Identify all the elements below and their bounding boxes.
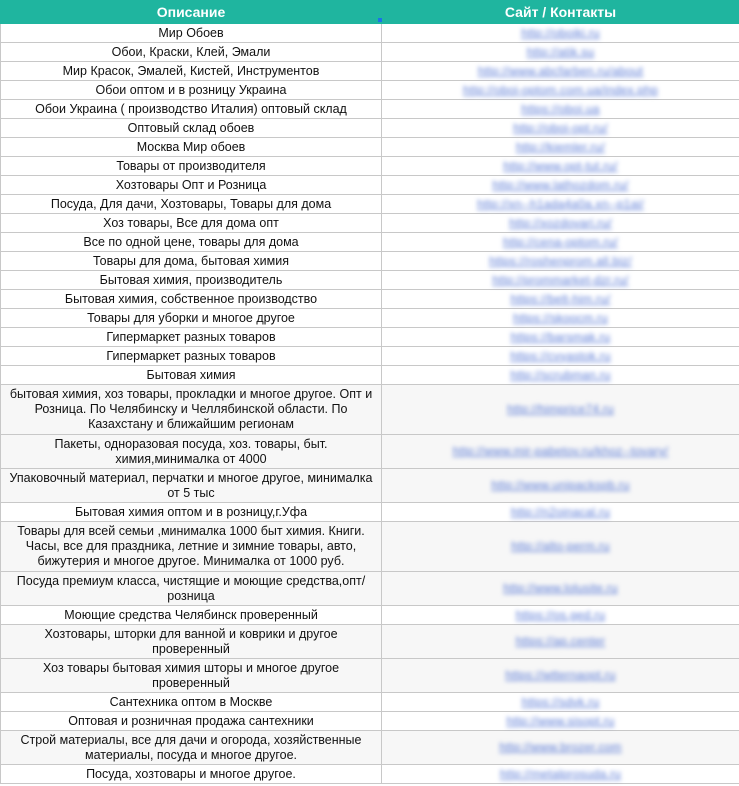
site-cell[interactable] (382, 176, 739, 195)
table-row (1, 625, 739, 659)
description-cell[interactable]: Упаковочный материал, перчатки и многое другое, минималка от 5 тыс (1, 469, 382, 503)
site-link[interactable]: http://himprice74.ru (507, 402, 614, 416)
table-row (1, 176, 739, 195)
description-cell[interactable]: Пакеты, одноразовая посуда, хоз. товары, быт. химия,минималка от 4000 (1, 435, 382, 469)
site-link[interactable]: https://wtternaopt.ru (505, 668, 616, 682)
site-link[interactable]: http://n2oinacal.ru (510, 504, 611, 519)
site-link[interactable]: http://xozdovari.ru/ (509, 215, 612, 230)
site-cell[interactable] (382, 100, 739, 119)
site-cell[interactable] (382, 347, 739, 366)
site-cell[interactable] (382, 43, 739, 62)
table-row (1, 693, 739, 712)
table-row (1, 309, 739, 328)
table-row (1, 522, 739, 572)
site-link[interactable]: http://oboi-opt.ru/ (513, 120, 608, 135)
description-cell[interactable]: Бытовая химия (1, 366, 382, 385)
description-cell[interactable]: Товары для дома, бытовая химия (1, 252, 382, 271)
site-link[interactable]: http://www.abcfarben.ru/about (477, 63, 644, 78)
table-row (1, 290, 739, 309)
table-row (1, 271, 739, 290)
description-cell[interactable]: Бытовая химия, собственное производство (1, 290, 382, 309)
description-cell[interactable]: Обои, Краски, Клей, Эмали (1, 43, 382, 62)
description-cell[interactable]: Оптовая и розничная продажа сантехники (1, 712, 382, 731)
description-cell[interactable]: Сантехника оптом в Москве (1, 693, 382, 712)
description-cell[interactable]: Хоз товары, Все для дома опт (1, 214, 382, 233)
description-cell[interactable]: Обои оптом и в розницу Украина (1, 81, 382, 100)
table-row (1, 731, 739, 765)
description-cell[interactable]: Мир Красок, Эмалей, Кистей, Инструментов (1, 62, 382, 81)
table-row (1, 100, 739, 119)
table-row (1, 157, 739, 176)
description-cell[interactable]: Моющие средства Челябинск проверенный (1, 606, 382, 625)
site-link[interactable]: http://www.opt-tut.ru/ (503, 158, 618, 173)
site-link[interactable]: https://barsmak.ru (510, 329, 611, 344)
description-cell[interactable]: Бытовая химия, производитель (1, 271, 382, 290)
description-cell[interactable]: Хоз товары бытовая химия шторы и многое другое проверенный (1, 659, 382, 693)
table-row (1, 119, 739, 138)
description-cell[interactable]: Хозтовары Опт и Розница (1, 176, 382, 195)
site-link[interactable]: http://oboi-optom.com.ua/index.php (463, 82, 658, 97)
table-body (1, 24, 739, 784)
table-row (1, 469, 739, 503)
site-cell[interactable] (382, 731, 739, 765)
site-cell[interactable] (382, 119, 739, 138)
site-cell[interactable] (382, 435, 739, 469)
site-cell[interactable] (382, 195, 739, 214)
description-cell[interactable]: Товары для уборки и многое другое (1, 309, 382, 328)
site-link[interactable]: http://www.sisopt.ru (506, 713, 615, 728)
site-link[interactable]: http://atik.su (526, 44, 595, 59)
site-cell[interactable] (382, 81, 739, 100)
site-cell[interactable] (382, 290, 739, 309)
site-link[interactable]: http://oboiki.ru (521, 25, 600, 40)
site-link[interactable]: http://kiemler.ru/ (516, 139, 605, 154)
site-link[interactable]: http://scrubman.ru (510, 367, 611, 382)
description-cell[interactable]: Все по одной цене, товары для дома (1, 233, 382, 252)
site-cell[interactable] (382, 157, 739, 176)
site-link[interactable]: http://prommarket-dzr.ru/ (492, 272, 629, 287)
site-link[interactable]: https://oboi.ua (521, 101, 600, 116)
description-cell[interactable]: Гипермаркет разных товаров (1, 347, 382, 366)
table-row (1, 385, 739, 435)
site-link[interactable]: http://www.lathozdom.ru/ (492, 177, 629, 192)
site-cell[interactable] (382, 385, 739, 435)
description-cell[interactable]: Москва Мир обоев (1, 138, 382, 157)
description-cell[interactable]: Посуда, хозтовары и многое другое. (1, 765, 382, 784)
header-site[interactable]: Сайт / Контакты (382, 1, 739, 24)
description-cell[interactable]: Гипермаркет разных товаров (1, 328, 382, 347)
description-cell[interactable]: Хозтовары, шторки для ванной и коврики и другое проверенный (1, 625, 382, 659)
selection-handle[interactable] (378, 18, 382, 22)
site-link[interactable]: http://www.lolusite.ru (503, 581, 618, 595)
site-link[interactable]: https://cvyastok.ru (510, 348, 611, 363)
header-description[interactable]: Описание (1, 1, 382, 24)
site-cell[interactable] (382, 522, 739, 572)
description-cell[interactable]: бытовая химия, хоз товары, прокладки и многое другое. Опт и Розница. По Челябинску и Челлябинской области. По Казахстану и ближайшим регионам (1, 385, 382, 435)
table-row (1, 214, 739, 233)
table-row (1, 606, 739, 625)
site-link[interactable]: https://roshenprom.all.biz/ (489, 253, 632, 268)
table-row (1, 81, 739, 100)
site-cell[interactable] (382, 62, 739, 81)
site-link[interactable]: http://www.unipackspb.ru (491, 478, 630, 492)
site-link[interactable]: https://belt-him.ru/ (510, 291, 611, 306)
table-row (1, 252, 739, 271)
site-link[interactable]: http://www.brozer.com (499, 740, 622, 754)
site-cell[interactable] (382, 625, 739, 659)
table-row (1, 43, 739, 62)
site-link[interactable]: http://www.mir-pabetov.ru/khoz--tovary/ (452, 444, 669, 458)
site-cell[interactable] (382, 309, 739, 328)
description-cell[interactable]: Бытовая химия оптом и в розницу,г.Уфа (1, 503, 382, 522)
table-row (1, 765, 739, 784)
table-row (1, 328, 739, 347)
site-cell[interactable] (382, 233, 739, 252)
description-cell[interactable]: Товары для всей семьи ,минималка 1000 быт химия. Книги. Часы, все для праздника, летние и зимние товары, авто, бижутерия и многое другое. Минималка от 1000 руб. (1, 522, 382, 572)
header-row (1, 1, 739, 24)
description-cell[interactable]: Посуда, Для дачи, Хозтовары, Товары для дома (1, 195, 382, 214)
table-row (1, 195, 739, 214)
site-cell[interactable] (382, 271, 739, 290)
table-row (1, 138, 739, 157)
site-link[interactable]: https://ap.center (515, 634, 606, 648)
description-cell[interactable]: Строй материалы, все для дачи и огорода, хозяйственные материалы, посуда и многое другое. (1, 731, 382, 765)
table-row (1, 366, 739, 385)
description-cell[interactable]: Оптовый склад обоев (1, 119, 382, 138)
table-row (1, 659, 739, 693)
site-link[interactable]: https://sdvk.ru (521, 694, 600, 709)
table-row (1, 347, 739, 366)
site-link[interactable]: https://os.ged.ru (515, 607, 606, 622)
site-link[interactable]: https://skoocm.ru (513, 310, 608, 325)
site-cell[interactable] (382, 138, 739, 157)
site-link[interactable]: http://alto-perm.ru (511, 539, 610, 553)
site-cell[interactable] (382, 24, 739, 43)
site-cell[interactable] (382, 765, 739, 784)
table-row (1, 572, 739, 606)
site-cell[interactable] (382, 659, 739, 693)
table-row (1, 712, 739, 731)
site-link[interactable]: http://metalprosuda.ru (499, 766, 622, 781)
site-cell[interactable] (382, 252, 739, 271)
site-cell[interactable] (382, 469, 739, 503)
site-cell[interactable] (382, 693, 739, 712)
site-cell[interactable] (382, 606, 739, 625)
site-link[interactable]: http://xn--h1ada4a0a.xn--p1ai/ (477, 196, 644, 211)
site-cell[interactable] (382, 712, 739, 731)
description-cell[interactable]: Обои Украина ( производство Италия) оптовый склад (1, 100, 382, 119)
site-cell[interactable] (382, 214, 739, 233)
site-cell[interactable] (382, 503, 739, 522)
site-link[interactable]: http://cena-optom.ru/ (503, 234, 618, 249)
description-cell[interactable]: Мир Обоев (1, 24, 382, 43)
table-row (1, 24, 739, 43)
site-cell[interactable] (382, 328, 739, 347)
description-cell[interactable]: Посуда премиум класса, чистящие и моющие средства,опт/розница (1, 572, 382, 606)
table-row (1, 62, 739, 81)
table-row (1, 233, 739, 252)
description-cell[interactable]: Товары от производителя (1, 157, 382, 176)
table-row (1, 435, 739, 469)
site-cell[interactable] (382, 572, 739, 606)
table-row (1, 503, 739, 522)
site-cell[interactable] (382, 366, 739, 385)
